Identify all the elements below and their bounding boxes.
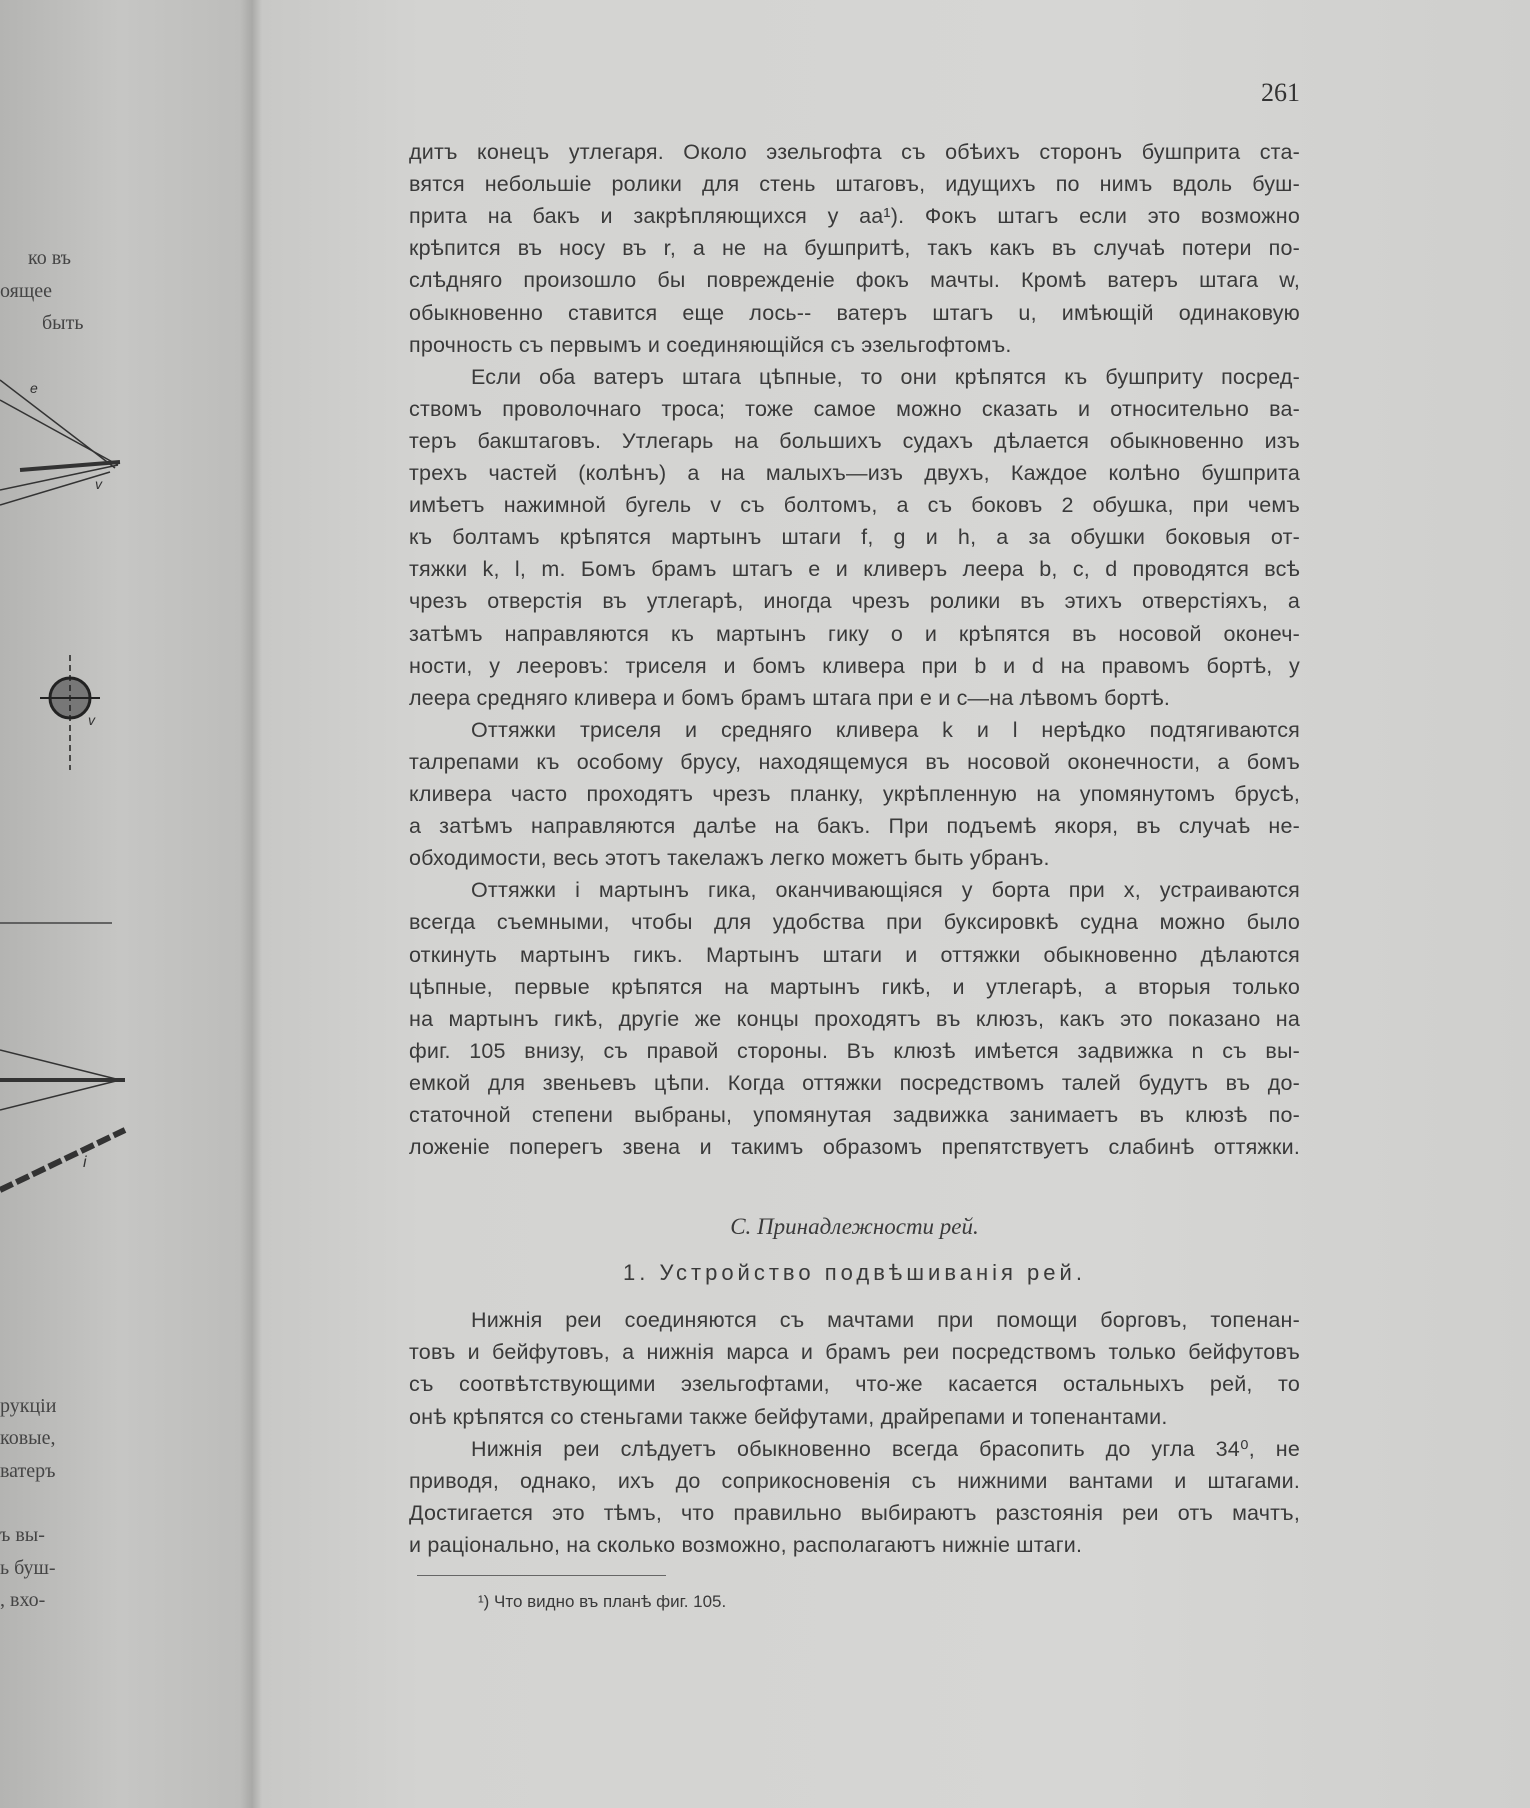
text-line: затѣмъ направляются къ мартынъ гику o и крѣпятся въ носовой оконеч- bbox=[409, 621, 1300, 646]
text-line: а затѣмъ направляются далѣе на бакъ. При подъемѣ якоря, въ случаѣ не- bbox=[409, 814, 1300, 839]
text-line: дитъ конецъ утлегаря. Около эзельгофта съ обѣихъ сторонъ бушприта ста- bbox=[409, 140, 1300, 164]
left-page-text: быть bbox=[42, 312, 84, 334]
text-line: слѣдняго произошло бы поврежденіе фокъ мачты. Кромѣ ватеръ штага w, bbox=[409, 268, 1300, 293]
page-number: 261 bbox=[1261, 78, 1300, 107]
text-line: трехъ частей (колѣнъ) а на малыхъ—изъ двухъ, Каждое колѣно бушприта bbox=[409, 461, 1300, 485]
text-line: фиг. 105 внизу, съ правой стороны. Въ клюзѣ имѣется задвижка n съ вы- bbox=[409, 1038, 1300, 1063]
text-line: къ болтамъ крѣпятся мартынъ штаги f, g и h, а за обушки боковыя от- bbox=[409, 525, 1300, 550]
left-page-text: ковые, bbox=[0, 1427, 56, 1450]
text-line: на мартынъ гикѣ, другіе же концы проходятъ въ клюзъ, какъ это показано на bbox=[409, 1006, 1300, 1031]
text-line: леера средняго кливера и бомъ брамъ штага при e и c—на лѣвомъ бортѣ. bbox=[409, 685, 1171, 710]
text-line: Если оба ватеръ штага цѣпные, то они крѣпятся къ бушприту посред- bbox=[471, 364, 1300, 389]
left-page-text: ъ вы- bbox=[0, 1524, 45, 1547]
text-line: имѣетъ нажимной бугель v съ болтомъ, а съ боковъ 2 обушка, при чемъ bbox=[409, 493, 1300, 518]
footnote-rule bbox=[417, 1575, 666, 1576]
text-line: онѣ крѣпятся со стеньгами также бейфутами, драйрепами и топенантами. bbox=[409, 1404, 1168, 1429]
text-line: Достигается это тѣмъ, что правильно выбираютъ разстоянія реи отъ мачтъ, bbox=[409, 1501, 1300, 1526]
text-line: кливера часто проходятъ чрезъ планку, укрѣпленную на упомянутомъ брусѣ, bbox=[409, 782, 1300, 806]
text-line: ложеніе поперегъ звена и такимъ образомъ препятствуетъ слабинѣ оттяжки. bbox=[409, 1135, 1300, 1160]
text-line: чрезъ отверстія въ утлегарѣ, иногда чрезъ ролики въ этихъ отверстіяхъ, а bbox=[409, 589, 1300, 614]
text-line: крѣпится въ носу въ r, а не на бушпритѣ, такъ какъ въ случаѣ потери по- bbox=[409, 236, 1300, 261]
text-line: приводя, однако, ихъ до соприкосновенія съ нижними вантами и штагами. bbox=[409, 1469, 1300, 1493]
text-line: прита на бакъ и закрѣпляющихся у aa¹). Фокъ штагъ если это возможно bbox=[409, 204, 1300, 229]
text-line: Оттяжки триселя и средняго кливера k и l нерѣдко подтягиваются bbox=[471, 717, 1300, 742]
text-line: съ соотвѣтствующими эзельгофтами, что-же касается остальныхъ рей, то bbox=[409, 1372, 1300, 1397]
text-line: Нижнія реи слѣдуетъ обыкновенно всегда брасопить до угла 34⁰, не bbox=[471, 1436, 1300, 1461]
left-page-figures bbox=[0, 0, 260, 1808]
left-page-text: рукціи bbox=[0, 1395, 57, 1417]
text-line: теръ бакштаговъ. Утлегарь на большихъ судахъ дѣлается обыкновенно изъ bbox=[409, 428, 1300, 453]
text-line: Нижнія реи соединяются съ мачтами при помощи борговъ, топенан- bbox=[471, 1308, 1300, 1332]
text-line: Оттяжки i мартынъ гика, оканчивающіяся у борта при x, устраиваются bbox=[471, 878, 1300, 903]
text-line: талрепами къ особому брусу, находящемуся въ носовой оконечности, а бомъ bbox=[409, 749, 1300, 774]
subsection-heading: 1. Устройство подвѣшиванія рей. bbox=[623, 1260, 1086, 1285]
left-page-text: ко въ bbox=[28, 247, 71, 269]
bowsprit-figure-top bbox=[0, 380, 120, 505]
figure-label: v bbox=[88, 712, 95, 728]
figure-label: v bbox=[95, 476, 102, 492]
left-page-text: оящее bbox=[0, 279, 52, 302]
text-line: обыкновенно ставится еще лось-- ватеръ штагъ u, имѣющій одинаковую bbox=[409, 300, 1300, 325]
footnote: ¹) Что видно въ планѣ фиг. 105. bbox=[478, 1592, 727, 1611]
left-page-text: , вхо- bbox=[0, 1588, 46, 1611]
text-line: всегда съемными, чтобы для удобства при буксировкѣ судна можно было bbox=[409, 910, 1300, 935]
text-line: емкой для звеньевъ цѣпи. Когда оттяжки посредствомъ талей будутъ въ до- bbox=[409, 1070, 1300, 1095]
text-line: откинуть мартынъ гикъ. Мартынъ штаги и оттяжки обыкновенно дѣлаются bbox=[409, 942, 1300, 967]
text-line: и раціонально, на сколько возможно, располагаютъ нижніе штаги. bbox=[409, 1533, 1083, 1558]
text-line: цѣпные, первые крѣпятся на мартынъ гикѣ, и утлегарѣ, а вторыя только bbox=[409, 974, 1300, 999]
figure-label: e bbox=[30, 380, 38, 396]
text-line: ности, у лееровъ: триселя и бомъ кливера при b и d на правомъ бортѣ, у bbox=[409, 653, 1300, 678]
text-line: ствомъ проволочнаго троса; тоже самое можно сказать и относительно ва- bbox=[409, 396, 1300, 421]
text-line: вятся небольшіе ролики для стень штаговъ, идущихъ по нимъ вдоль буш- bbox=[409, 172, 1300, 197]
figure-label: i bbox=[83, 1154, 87, 1171]
text-line: обходимости, весь этотъ такелажъ легко можетъ быть убранъ. bbox=[409, 846, 1050, 871]
text-line: товъ и бейфутовъ, а нижнія марса и брамъ реи посредствомъ только бейфутовъ bbox=[409, 1340, 1300, 1365]
left-page-text: ватеръ bbox=[0, 1459, 56, 1482]
text-line: статочной степени выбраны, упомянутая задвижка занимаетъ въ клюзѣ по- bbox=[409, 1103, 1300, 1127]
left-page-text: ь буш- bbox=[0, 1556, 56, 1579]
text-line: прочность съ первымъ и соединяющійся съ эзельгофтомъ. bbox=[409, 332, 1012, 357]
bowsprit-figure-bottom bbox=[0, 1050, 125, 1190]
section-heading: C. Принадлежности рей. bbox=[730, 1214, 979, 1239]
text-line: тяжки k, l, m. Бомъ брамъ штагъ e и кливеръ леера b, c, d проводятся всѣ bbox=[409, 557, 1300, 582]
